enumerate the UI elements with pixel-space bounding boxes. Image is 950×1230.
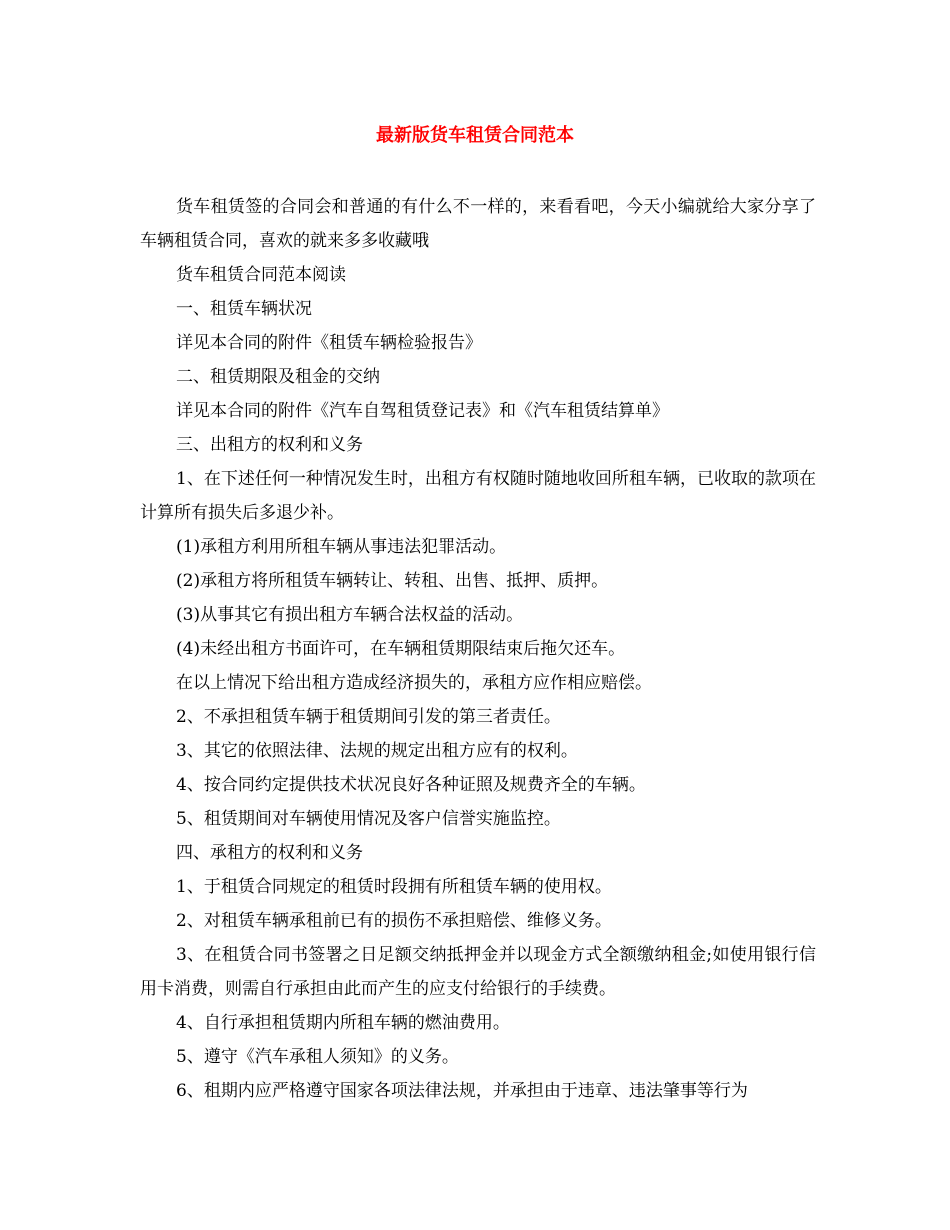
clause: 6、租期内应严格遵守国家各项法律法规，并承担由于违章、违法肇事等行为 (176, 1081, 748, 1101)
paragraph: 详见本合同的附件《汽车自驾租赁登记表》和《汽车租赁结算单》 (176, 401, 669, 421)
section-heading: 二、租赁期限及租金的交纳 (176, 367, 380, 387)
paragraph: 在以上情况下给出租方造成经济损失的，承租方应作相应赔偿。 (176, 673, 652, 693)
sub-clause: (1)承租方利用所租车辆从事违法犯罪活动。 (176, 537, 507, 557)
clause: 5、遵守《汽车承租人须知》的义务。 (176, 1047, 459, 1067)
clause: 1、于租赁合同规定的租赁时段拥有所租赁车辆的使用权。 (176, 877, 612, 897)
clause: 1、在下述任何一种情况发生时，出租方有权随时随地收回所租车辆，已收取的款项在计算所有损失后多退少补。 (140, 469, 816, 523)
clause: 2、不承担租赁车辆于租赁期间引发的第三者责任。 (176, 707, 561, 727)
document-title: 最新版货车租赁合同范本 (376, 125, 574, 146)
sub-clause: (2)承租方将所租赁车辆转让、转租、出售、抵押、质押。 (176, 571, 609, 591)
clause: 3、其它的依照法律、法规的规定出租方应有的权利。 (176, 741, 578, 761)
section-heading: 一、租赁车辆状况 (176, 299, 312, 319)
paragraph: 货车租赁合同范本阅读 (176, 265, 346, 285)
clause: 4、按合同约定提供技术状况良好各种证照及规费齐全的车辆。 (176, 775, 646, 795)
paragraph: 货车租赁签的合同会和普通的有什么不一样的，来看看吧，今天小编就给大家分享了车辆租赁合同，喜欢的就来多多收藏哦 (140, 197, 816, 251)
section-heading: 四、承租方的权利和义务 (176, 843, 363, 863)
paragraph: 详见本合同的附件《租赁车辆检验报告》 (176, 333, 482, 353)
sub-clause: (3)从事其它有损出租方车辆合法权益的活动。 (176, 605, 524, 625)
clause: 3、在租赁合同书签署之日足额交纳抵押金并以现金方式全额缴纳租金;如使用银行信用卡消费，则需自行承担由此而产生的应支付给银行的手续费。 (140, 945, 816, 999)
sub-clause: (4)未经出租方书面许可，在车辆租赁期限结束后拖欠还车。 (176, 639, 626, 659)
clause: 5、租赁期间对车辆使用情况及客户信誉实施监控。 (176, 809, 561, 829)
clause: 4、自行承担租赁期内所租车辆的燃油费用。 (176, 1013, 510, 1033)
document-body (140, 190, 816, 1108)
clause: 2、对租赁车辆承租前已有的损伤不承担赔偿、维修义务。 (176, 911, 612, 931)
section-heading: 三、出租方的权利和义务 (176, 435, 363, 455)
